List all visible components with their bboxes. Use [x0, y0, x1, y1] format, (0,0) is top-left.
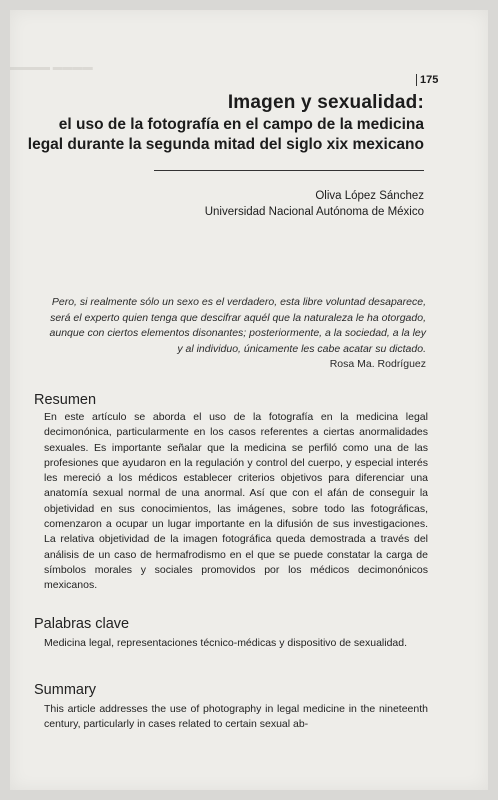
title-divider: [154, 170, 424, 171]
summary-body: This article addresses the use of photography in legal medicine in the nineteenth century, particularly in cases related to certain sexual ab-: [44, 703, 428, 731]
bleed-through-text: ▬▬▬▬ ▬▬▬▬: [10, 62, 93, 73]
resumen-body: En este artículo se aborda el uso de la fotografía en la medicina legal decimonónica, particularmente en los casos referentes a ciertas anormalidades sexuales. Es importante señalar que la medicina se perfiló como una de las profesiones que ayudaron en la regulación y control del cuerpo, y especial interés les mereció a los médicos establecer criterios objetivos para diferenciar una anatomía sexual normal de una anormal. Así que con el afán de conseguir la objetividad en sus conocimientos, las imágenes, sobre todo las fotográficas, comenzaron a ocupar un lugar importante en la difusión de sus investigaciones. La relativa objetividad de la imagen fotográfica queda demostrada a través del análisis de un caso de hermafrodismo en el que se puede constatar la carga de símbolos morales y sociales promovidos por los médicos decimonónicos mexicanos.: [44, 411, 428, 592]
book-page: [10, 10, 488, 790]
epigraph: [44, 295, 426, 373]
article-subtitle: el uso de la fotografía en el campo de la medicina legal durante la segunda mitad del siglo xix mexicano: [27, 116, 424, 153]
author-name: Oliva López Sánchez: [315, 190, 424, 202]
epigraph-source: Rosa Ma. Rodríguez: [329, 358, 426, 370]
section-heading-resumen: Resumen: [34, 392, 97, 408]
author-affiliation: Universidad Nacional Autónoma de México: [204, 206, 424, 218]
author-block: [205, 188, 424, 220]
page-number: 175: [416, 74, 438, 86]
section-heading-summary: Summary: [34, 682, 97, 698]
section-heading-palabras-clave: Palabras clave: [34, 616, 130, 632]
article-title: Imagen y sexualidad:: [227, 92, 424, 113]
epigraph-text: Pero, si realmente sólo un sexo es el verdadero, esta libre voluntad desaparece, será el experto quien tenga que descifrar aquél que la naturaleza le ha otorgado, aunque con ciertos elementos disonantes; posteriormente, a la sociedad, a la ley y al individuo, únicamente les cabe acatar su dictado.: [49, 296, 426, 355]
palabras-clave-body: Medicina legal, representaciones técnico-médicas y dispositivo de sexualidad.: [44, 637, 408, 649]
